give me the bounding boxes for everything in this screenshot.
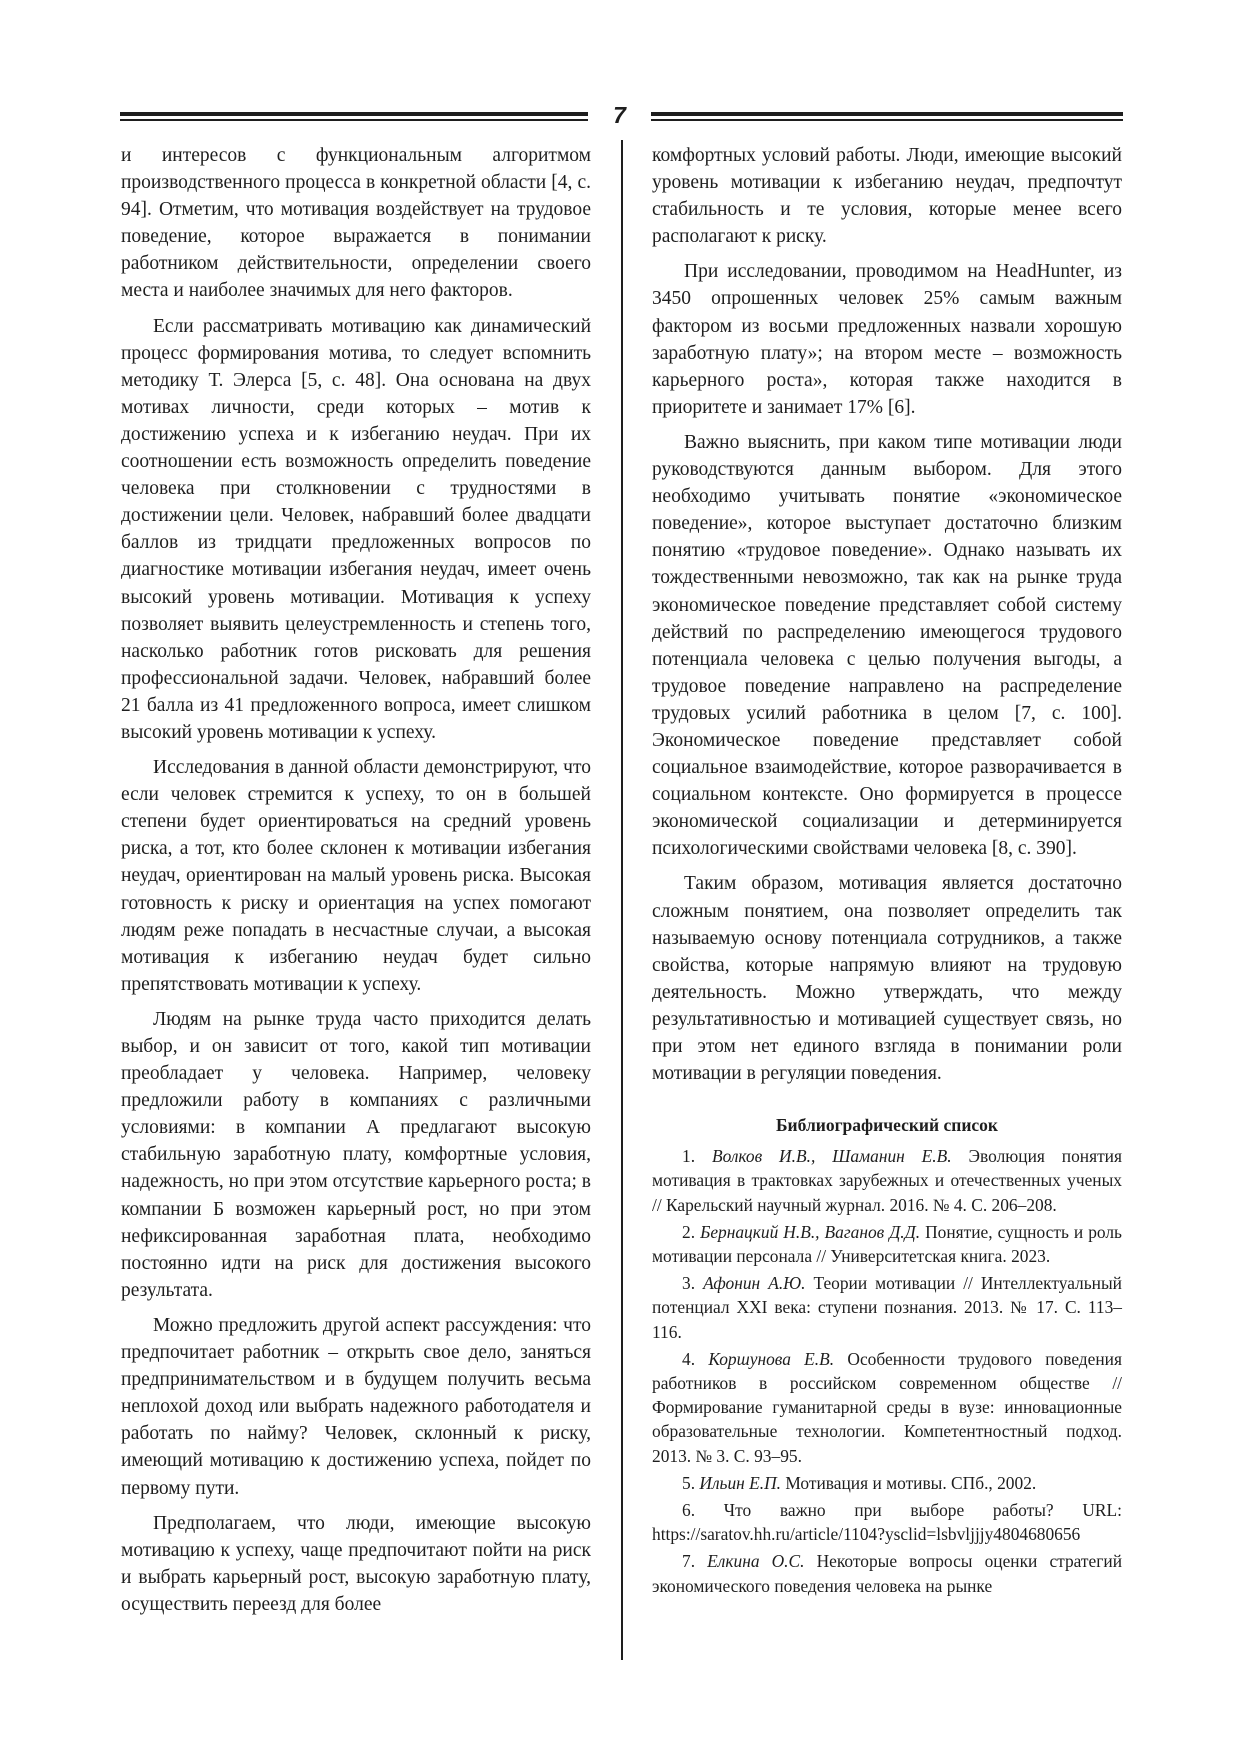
paragraph: Предполагаем, что люди, имеющие высокую мотивацию к успеху, чаще предпочитают пойти на риск и выбрать карьерный рост, высокую заработную плату, осуществить переезд для более	[121, 1512, 591, 1615]
ref-text: Эволюция понятия мотивация в трактовках зарубежных и отечественных ученых // Карельский научный журнал. 2016. № 4. С. 206–208.	[652, 1146, 1122, 1215]
ref-authors: Волков И.В., Шаманин Е.В.	[711, 1146, 952, 1167]
header-rule-right	[651, 112, 1123, 121]
paragraph: комфортных условий работы. Люди, имеющие высокий уровень мотивации к избеганию неудач, предпочтут стабильность и те условия, которые менее всего располагают к риску.	[652, 145, 1122, 248]
ref-authors: Ильин Е.П.	[699, 1472, 782, 1493]
bibliography-item	[652, 1347, 1122, 1468]
ref-authors: Коршунова Е.В.	[708, 1348, 835, 1369]
ref-number: 7.	[682, 1551, 696, 1572]
bibliography-item	[652, 1220, 1122, 1268]
paragraph: Таким образом, мотивация является достаточно сложным понятием, она позволяет определить так называемую основу потенциала сотрудников, а также свойства, которые напрямую влияют на трудовую деятельность. Можно утверждать, что между результативностью и мотивацией существует связь, но при этом нет единого взгляда в понимании роли мотивации в регуляции поведения.	[652, 873, 1122, 1085]
header-rule-left	[120, 112, 588, 121]
left-column	[121, 142, 591, 1618]
bibliography-item	[652, 1498, 1122, 1546]
ref-number: 1.	[682, 1146, 696, 1167]
ref-number: 6.	[682, 1500, 696, 1521]
ref-number: 5.	[682, 1472, 696, 1493]
ref-number: 4.	[682, 1348, 696, 1369]
bibliography-title: Библиографический список	[775, 1115, 998, 1136]
bibliography-item	[652, 1471, 1122, 1495]
paragraph: Важно выяснить, при каком типе мотивации люди руководствуются данным выбором. Для этого необходимо учитывать понятие «экономическое поведение», которое выступает достаточно близким понятию «трудовое поведение». Однако называть их тождественными невозможно, так как на рынке труда экономическое поведение представляет собой систему действий по распределению имеющегося трудового потенциала человека с целью получения выгоды, а трудовое поведение направлено на распределение трудовых усилий работника в целом [7, с. 100]. Экономическое поведение представляет собой социальное взаимодействие, которое разворачивается в социальном контексте. Оно формируется в процессе экономической социализации и детерминируется психологическими свойствами человека [8, с. 390].	[652, 431, 1122, 860]
ref-text: Особенности трудового поведения работников в российском современном обществе // Формирование гуманитарной среды в вузе: инновационные образовательные технологии. Компетентностный подход. 2013. № 3. С. 93–95.	[652, 1348, 1122, 1466]
paragraph: Можно предложить другой аспект рассуждения: что предпочитает работник – открыть свое дело, заняться предпринимательством и в будущем получить весьма неплохой доход или выбрать надежного работодателя и работать по найму? Человек, склонный к риску, имеющий мотивацию к достижению успеха, пойдет по первому пути.	[121, 1314, 591, 1499]
paragraph: Исследования в данной области демонстрируют, что если человек стремится к успеху, то он в большей степени будет ориентироваться на средний уровень риска, а тот, кто более склонен к мотивации избегания неудач, ориентирован на малый уровень риска. Высокая готовность к риску и ориентация на успех помогают людям реже попадать в несчастные случаи, а высокая мотивация к избеганию неудач будет сильно препятствовать мотивации к успеху.	[121, 757, 591, 995]
ref-text: Понятие, сущность и роль мотивации персонала // Университетская книга. 2023.	[652, 1221, 1122, 1266]
page-number: 7	[613, 102, 626, 128]
ref-text: Что важно при выборе работы? URL: https://saratov.hh.ru/article/1104?ysclid=lsbvljjjy4804680656	[652, 1500, 1122, 1545]
ref-text: Теории мотивации // Интеллектуальный потенциал XXI века: ступени познания. 2013. № 17. С. 113–116.	[652, 1273, 1122, 1342]
ref-number: 2.	[682, 1221, 696, 1242]
paragraph: и интересов с функциональным алгоритмом производственного процесса в конкретной области [4, с. 94]. Отметим, что мотивация воздействует на трудовое поведение, которое выражается в понимании работником действительности, определении своего места и наиболее значимых для него факторов.	[121, 145, 591, 302]
right-column	[652, 142, 1122, 1598]
paragraph: Если рассматривать мотивацию как динамический процесс формирования мотива, то следует вспомнить методику Т. Элерса [5, с. 48]. Она основана на двух мотивах личности, среди которых – мотив к достижению успеха и к избеганию неудач. При их соотношении есть возможность определить поведение человека при столкновении с трудностями в достижении цели. Человек, набравший более двадцати баллов из тридцати предложенных вопросов по диагностике мотивации избегания неудач, имеет очень высокий уровень мотивации. Мотивация к успеху позволяет выявить целеустремленность и степень того, насколько работник готов рисковать для решения профессиональной задачи. Человек, набравший более 21 балла из 41 предложенного вопроса, имеет слишком высокий уровень мотивации к успеху.	[121, 315, 591, 743]
ref-authors: Афонин А.Ю.	[703, 1273, 806, 1294]
bibliography-item	[652, 1144, 1122, 1217]
ref-text: Некоторые вопросы оценки стратегий экономического поведения человека на рынке	[652, 1551, 1123, 1596]
ref-authors: Бернацкий Н.В., Ваганов Д.Д.	[700, 1221, 921, 1242]
bibliography-item	[652, 1271, 1122, 1344]
paragraph: Людям на рынке труда часто приходится делать выбор, и он зависит от того, какой тип мотивации преобладает у человека. Например, человеку предложили работу в компаниях с различными условиями: в компании А предлагают высокую стабильную заработную плату, комфортные условия, надежность, но при этом отсутствие карьерного роста; в компании Б возможен карьерный рост, но при этом нефиксированная заработная плата, необходимо постоянно идти на риск для достижения высокого результата.	[121, 1008, 591, 1301]
page-header	[120, 104, 1123, 128]
ref-number: 3.	[682, 1273, 696, 1294]
ref-authors: Елкина О.С.	[707, 1551, 805, 1572]
column-divider	[621, 140, 623, 1660]
bibliography-item	[652, 1549, 1122, 1597]
paragraph: При исследовании, проводимом на HeadHunter, из 3450 опрошенных человек 25% самым важным фактором из восьми предложенных назвали хорошую заработную плату»; на втором месте – возможность карьерного роста», которая также находится в приоритете и занимает 17% [6].	[652, 261, 1122, 418]
bibliography-list	[652, 1144, 1122, 1598]
ref-text: Мотивация и мотивы. СПб., 2002.	[785, 1472, 1037, 1493]
